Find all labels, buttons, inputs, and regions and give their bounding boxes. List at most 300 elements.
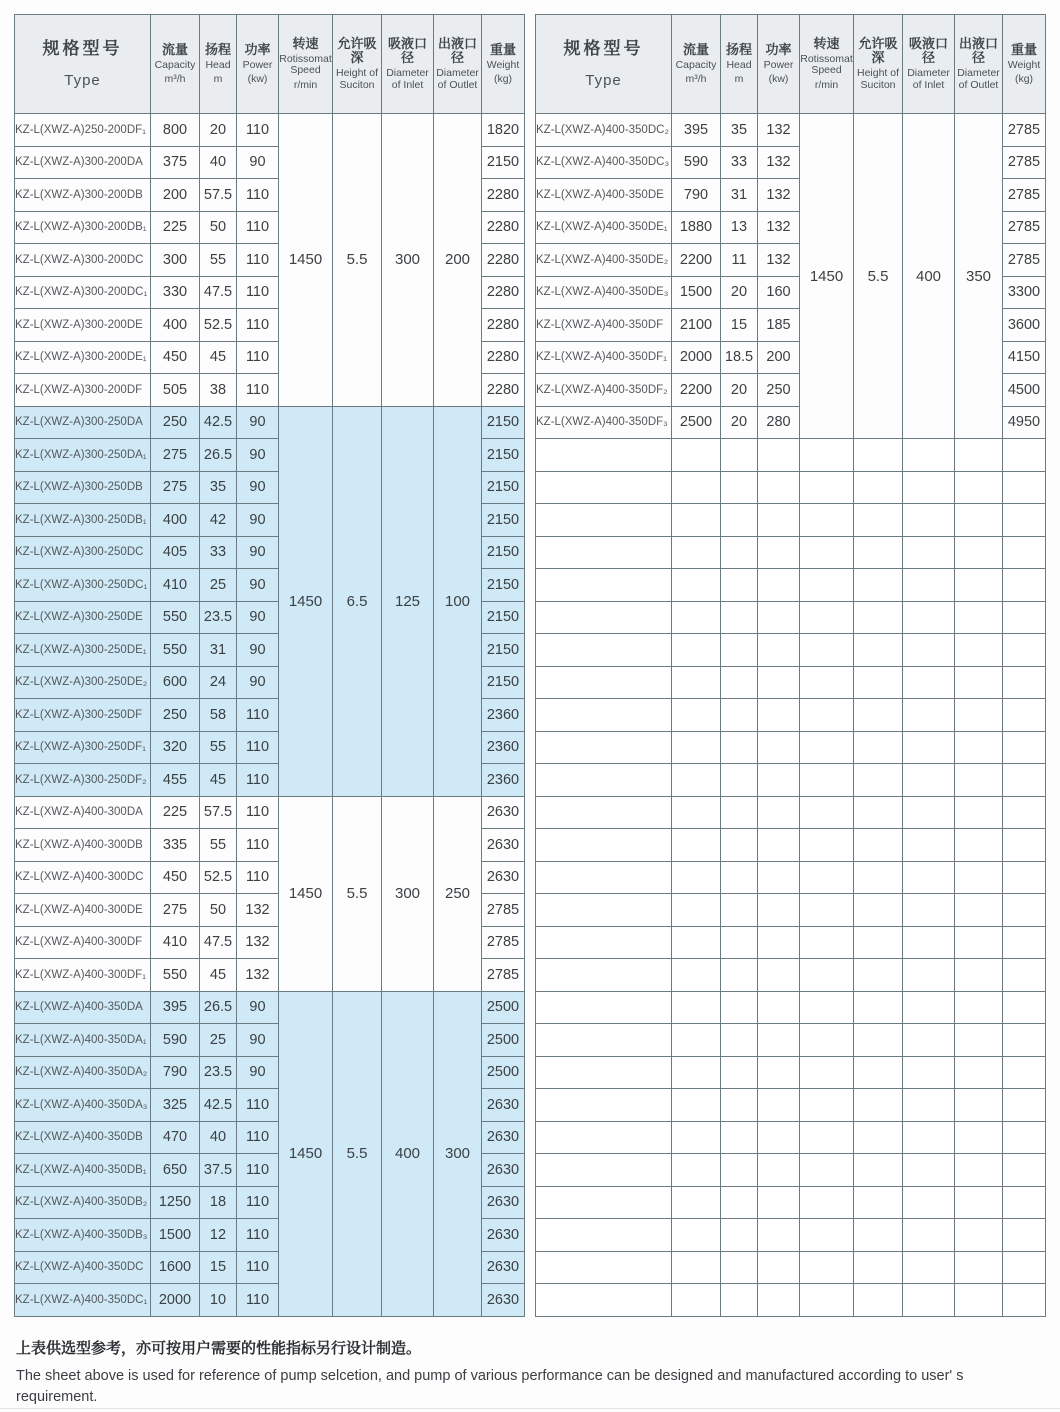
empty-cell [955,666,1003,699]
empty-cell [903,991,955,1024]
col-header-capacity [672,15,721,114]
empty-cell [800,861,854,894]
cell-power: 110 [237,341,279,374]
empty-cell [854,1024,903,1057]
cell-weight: 2360 [482,731,525,764]
cell-type: KZ-L(XWZ-A)400-350DC₂ [536,114,672,147]
cell-capacity: 405 [151,536,200,569]
cell-head: 13 [721,211,758,244]
empty-cell [955,504,1003,537]
empty-cell [800,536,854,569]
empty-cell [672,926,721,959]
empty-cell [800,1056,854,1089]
cell-power: 110 [237,1251,279,1284]
empty-cell [955,1056,1003,1089]
cell-head: 35 [200,471,237,504]
empty-cell [800,569,854,602]
cell-type: KZ-L(XWZ-A)300-200DB [15,179,151,212]
empty-cell [758,894,800,927]
cell-type: KZ-L(XWZ-A)400-350DC [15,1251,151,1284]
cell-head: 31 [721,179,758,212]
empty-cell [903,666,955,699]
cell-head: 26.5 [200,991,237,1024]
col-header-en: Height of Suciton [335,67,379,91]
empty-cell [672,796,721,829]
empty-cell [536,601,672,634]
cell-capacity: 550 [151,959,200,992]
empty-cell [721,1219,758,1252]
cell-weight: 2500 [482,1024,525,1057]
empty-cell [672,1219,721,1252]
cell-head: 42.5 [200,406,237,439]
cell-power: 110 [237,1089,279,1122]
cell-weight: 2150 [482,439,525,472]
cell-power: 185 [758,309,800,342]
cell-type: KZ-L(XWZ-A)300-200DB₁ [15,211,151,244]
cell-capacity: 275 [151,439,200,472]
cell-type: KZ-L(XWZ-A)400-350DE₃ [536,276,672,309]
cell-type: KZ-L(XWZ-A)400-350DB₃ [15,1219,151,1252]
empty-cell [854,601,903,634]
empty-cell [955,991,1003,1024]
empty-cell [536,1251,672,1284]
cell-capacity: 200 [151,179,200,212]
cell-weight: 2785 [1003,114,1046,147]
cell-type: KZ-L(XWZ-A)400-350DB₂ [15,1186,151,1219]
empty-row [536,731,1046,764]
cell-weight: 2630 [482,1186,525,1219]
cell-type: KZ-L(XWZ-A)300-250DA₁ [15,439,151,472]
empty-cell [854,439,903,472]
cell-weight: 2150 [482,146,525,179]
cell-power: 110 [237,179,279,212]
empty-row [536,764,1046,797]
cell-power: 110 [237,796,279,829]
cell-capacity: 225 [151,211,200,244]
empty-cell [672,569,721,602]
cell-capacity: 650 [151,1154,200,1187]
empty-cell [955,1186,1003,1219]
empty-row [536,829,1046,862]
col-header-cn: 规格型号 [563,38,644,58]
empty-cell [854,634,903,667]
cell-head: 42 [200,504,237,537]
empty-cell [955,894,1003,927]
empty-cell [903,1251,955,1284]
col-header-suction-height [333,15,382,114]
empty-cell [955,1284,1003,1317]
cell-head: 55 [200,829,237,862]
cell-type: KZ-L(XWZ-A)300-200DC [15,244,151,277]
empty-cell [758,959,800,992]
col-header-en: Head [726,58,752,71]
empty-cell [721,601,758,634]
cell-weight: 2785 [1003,179,1046,212]
cell-type: KZ-L(XWZ-A)400-300DB [15,829,151,862]
shared-cell-outlet-diameter: 200 [434,114,482,407]
cell-power: 250 [758,374,800,407]
empty-cell [536,796,672,829]
col-header-type [536,15,672,114]
empty-cell [1003,1251,1046,1284]
cell-head: 10 [200,1284,237,1317]
col-header-cn: 转速 [292,35,319,51]
empty-cell [721,504,758,537]
cell-power: 90 [237,1056,279,1089]
col-header-en: Power [763,58,794,71]
empty-row [536,1284,1046,1317]
cell-weight: 2785 [1003,146,1046,179]
empty-cell [672,1284,721,1317]
empty-cell [955,471,1003,504]
cell-type: KZ-L(XWZ-A)300-250DE₁ [15,634,151,667]
cell-weight: 2360 [482,699,525,732]
cell-type: KZ-L(XWZ-A)400-300DE [15,894,151,927]
empty-cell [672,829,721,862]
shared-cell-inlet-diameter: 125 [382,406,434,796]
shared-cell-suction-height: 5.5 [854,114,903,439]
empty-row [536,796,1046,829]
empty-cell [800,926,854,959]
cell-type: KZ-L(XWZ-A)300-250DE₂ [15,666,151,699]
cell-head: 20 [200,114,237,147]
cell-power: 110 [237,1121,279,1154]
cell-capacity: 395 [672,114,721,147]
empty-cell [800,1284,854,1317]
empty-cell [672,959,721,992]
shared-cell-suction-height: 5.5 [333,796,382,991]
cell-type: KZ-L(XWZ-A)300-250DC₁ [15,569,151,602]
empty-cell [721,699,758,732]
empty-cell [1003,471,1046,504]
col-header-power [758,15,800,114]
empty-cell [536,1186,672,1219]
empty-cell [758,1284,800,1317]
empty-cell [536,764,672,797]
col-header-head [721,15,758,114]
empty-cell [903,829,955,862]
cell-head: 31 [200,634,237,667]
cell-weight: 2150 [482,666,525,699]
col-header-capacity [151,15,200,114]
cell-type: KZ-L(XWZ-A)400-350DA [15,991,151,1024]
col-header-unit: r/min [293,79,318,92]
table-row [15,406,525,439]
empty-cell [903,1089,955,1122]
cell-weight: 1820 [482,114,525,147]
empty-cell [903,731,955,764]
col-header-en: Capacity [154,58,196,71]
cell-power: 110 [237,699,279,732]
cell-capacity: 1250 [151,1186,200,1219]
empty-cell [758,1219,800,1252]
empty-cell [758,504,800,537]
empty-row [536,699,1046,732]
empty-cell [1003,959,1046,992]
cell-capacity: 1500 [672,276,721,309]
empty-cell [955,861,1003,894]
col-header-inlet-diameter [382,15,434,114]
empty-cell [1003,569,1046,602]
empty-cell [955,959,1003,992]
cell-head: 45 [200,341,237,374]
empty-cell [800,894,854,927]
col-header-cn: 功率 [244,41,271,57]
cell-head: 23.5 [200,1056,237,1089]
empty-cell [721,959,758,992]
cell-weight: 2630 [482,1219,525,1252]
empty-cell [672,1024,721,1057]
tables-row [14,14,1046,1317]
col-header-unit: m³/h [164,73,186,86]
cell-type: KZ-L(XWZ-A)400-350DF [536,309,672,342]
empty-cell [800,1154,854,1187]
empty-cell [1003,894,1046,927]
col-header-unit: (kg) [493,73,513,86]
col-header-en: Height of Suciton [856,67,900,91]
empty-cell [800,471,854,504]
empty-cell [903,1284,955,1317]
cell-power: 132 [237,894,279,927]
empty-cell [854,699,903,732]
empty-cell [758,666,800,699]
cell-power: 110 [237,374,279,407]
cell-capacity: 1880 [672,211,721,244]
shared-cell-inlet-diameter: 400 [382,991,434,1316]
cell-power: 90 [237,991,279,1024]
empty-cell [955,1154,1003,1187]
cell-head: 12 [200,1219,237,1252]
empty-cell [903,926,955,959]
cell-type: KZ-L(XWZ-A)400-350DC₁ [15,1284,151,1317]
empty-cell [955,601,1003,634]
empty-cell [1003,731,1046,764]
cell-head: 20 [721,406,758,439]
cell-type: KZ-L(XWZ-A)400-350DF₂ [536,374,672,407]
empty-cell [1003,1154,1046,1187]
empty-cell [955,731,1003,764]
empty-cell [854,731,903,764]
col-header-inlet-diameter [903,15,955,114]
cell-head: 40 [200,146,237,179]
cell-power: 110 [237,1154,279,1187]
empty-cell [672,1186,721,1219]
empty-cell [1003,1186,1046,1219]
cell-head: 57.5 [200,796,237,829]
cell-power: 160 [758,276,800,309]
empty-cell [955,926,1003,959]
empty-cell [758,1056,800,1089]
empty-cell [672,861,721,894]
empty-cell [1003,1089,1046,1122]
col-header-cn: 功率 [765,41,792,57]
empty-cell [854,764,903,797]
cell-capacity: 2000 [151,1284,200,1317]
shared-cell-outlet-diameter: 250 [434,796,482,991]
empty-cell [903,1056,955,1089]
cell-type: KZ-L(XWZ-A)250-200DF₁ [15,114,151,147]
cell-power: 110 [237,309,279,342]
cell-power: 90 [237,1024,279,1057]
empty-cell [800,1251,854,1284]
cell-capacity: 790 [672,179,721,212]
empty-cell [854,504,903,537]
cell-power: 132 [758,146,800,179]
empty-cell [721,1284,758,1317]
col-header-cn: 吸液口径 [908,35,948,66]
col-header-unit: (kw) [247,73,268,86]
cell-capacity: 1500 [151,1219,200,1252]
cell-capacity: 400 [151,309,200,342]
cell-capacity: 800 [151,114,200,147]
empty-cell [758,796,800,829]
cell-head: 25 [200,1024,237,1057]
cell-head: 40 [200,1121,237,1154]
empty-cell [955,764,1003,797]
col-header-cn: 出液口径 [958,35,998,66]
col-header-weight [1003,15,1046,114]
empty-cell [1003,1219,1046,1252]
table-row [15,796,525,829]
empty-cell [758,536,800,569]
cell-type: KZ-L(XWZ-A)300-200DE [15,309,151,342]
cell-weight: 2280 [482,179,525,212]
empty-cell [672,601,721,634]
empty-cell [672,1154,721,1187]
empty-cell [1003,601,1046,634]
empty-cell [903,1154,955,1187]
empty-cell [903,894,955,927]
col-header-outlet-diameter [434,15,482,114]
empty-cell [672,471,721,504]
cell-head: 55 [200,731,237,764]
empty-cell [536,894,672,927]
cell-capacity: 2200 [672,244,721,277]
col-header-cn: 流量 [161,41,188,57]
empty-cell [955,1251,1003,1284]
cell-head: 42.5 [200,1089,237,1122]
cell-type: KZ-L(XWZ-A)400-350DE₂ [536,244,672,277]
empty-cell [672,764,721,797]
empty-cell [536,1219,672,1252]
shared-cell-speed: 1450 [279,796,333,991]
cell-weight: 2150 [482,406,525,439]
cell-head: 18.5 [721,341,758,374]
col-header-en: Rotissomat Speed [800,52,853,77]
cell-power: 132 [758,179,800,212]
cell-head: 20 [721,374,758,407]
empty-cell [536,1056,672,1089]
empty-cell [758,1186,800,1219]
col-header-en: Weight [1007,58,1041,71]
cell-capacity: 375 [151,146,200,179]
empty-cell [721,796,758,829]
empty-cell [758,1121,800,1154]
cell-head: 45 [200,764,237,797]
cell-weight: 2500 [482,991,525,1024]
col-header-cn: 允许吸深 [858,35,898,66]
cell-type: KZ-L(XWZ-A)400-350DE [536,179,672,212]
cell-weight: 2785 [1003,244,1046,277]
cell-type: KZ-L(XWZ-A)400-300DF₁ [15,959,151,992]
col-header-suction-height [854,15,903,114]
empty-cell [536,439,672,472]
cell-power: 90 [237,439,279,472]
cell-power: 90 [237,504,279,537]
cell-type: KZ-L(XWZ-A)400-350DC₃ [536,146,672,179]
empty-cell [758,439,800,472]
cell-weight: 2150 [482,569,525,602]
cell-weight: 2785 [1003,211,1046,244]
empty-cell [854,1284,903,1317]
cell-capacity: 410 [151,569,200,602]
empty-row [536,959,1046,992]
col-header-cn: 吸液口径 [387,35,427,66]
empty-cell [721,1154,758,1187]
cell-capacity: 600 [151,666,200,699]
empty-cell [903,504,955,537]
empty-cell [800,1121,854,1154]
cell-capacity: 225 [151,796,200,829]
empty-cell [854,926,903,959]
cell-power: 110 [237,114,279,147]
empty-cell [758,699,800,732]
empty-cell [721,1024,758,1057]
empty-cell [721,991,758,1024]
empty-row [536,536,1046,569]
shared-cell-outlet-diameter: 350 [955,114,1003,439]
cell-head: 15 [200,1251,237,1284]
col-header-cn: 允许吸深 [337,35,377,66]
empty-cell [721,894,758,927]
empty-cell [536,666,672,699]
cell-capacity: 505 [151,374,200,407]
empty-cell [672,439,721,472]
cell-weight: 2360 [482,764,525,797]
cell-head: 55 [200,244,237,277]
cell-capacity: 300 [151,244,200,277]
col-header-weight [482,15,525,114]
empty-cell [536,829,672,862]
col-header-power [237,15,279,114]
empty-cell [1003,1284,1046,1317]
empty-cell [758,1024,800,1057]
cell-type: KZ-L(XWZ-A)300-250DB₁ [15,504,151,537]
empty-cell [1003,536,1046,569]
cell-capacity: 470 [151,1121,200,1154]
col-header-en: Weight [486,58,520,71]
col-header-head [200,15,237,114]
cell-weight: 2630 [482,829,525,862]
cell-power: 280 [758,406,800,439]
cell-power: 110 [237,764,279,797]
cell-weight: 2150 [482,471,525,504]
note-chinese: 上表供选型参考，亦可按用户需要的性能指标另行设计制造。 [16,1339,422,1357]
cell-type: KZ-L(XWZ-A)400-350DB₁ [15,1154,151,1187]
cell-capacity: 335 [151,829,200,862]
cell-capacity: 2200 [672,374,721,407]
empty-cell [854,1121,903,1154]
col-header-en: Diameter of Inlet [907,67,950,91]
empty-cell [903,471,955,504]
cell-type: KZ-L(XWZ-A)400-300DC [15,861,151,894]
col-header-unit: m [213,73,223,86]
col-header-type [15,15,151,114]
cell-head: 45 [200,959,237,992]
col-header-en: Type [585,71,622,89]
cell-capacity: 550 [151,601,200,634]
cell-weight: 2785 [482,894,525,927]
